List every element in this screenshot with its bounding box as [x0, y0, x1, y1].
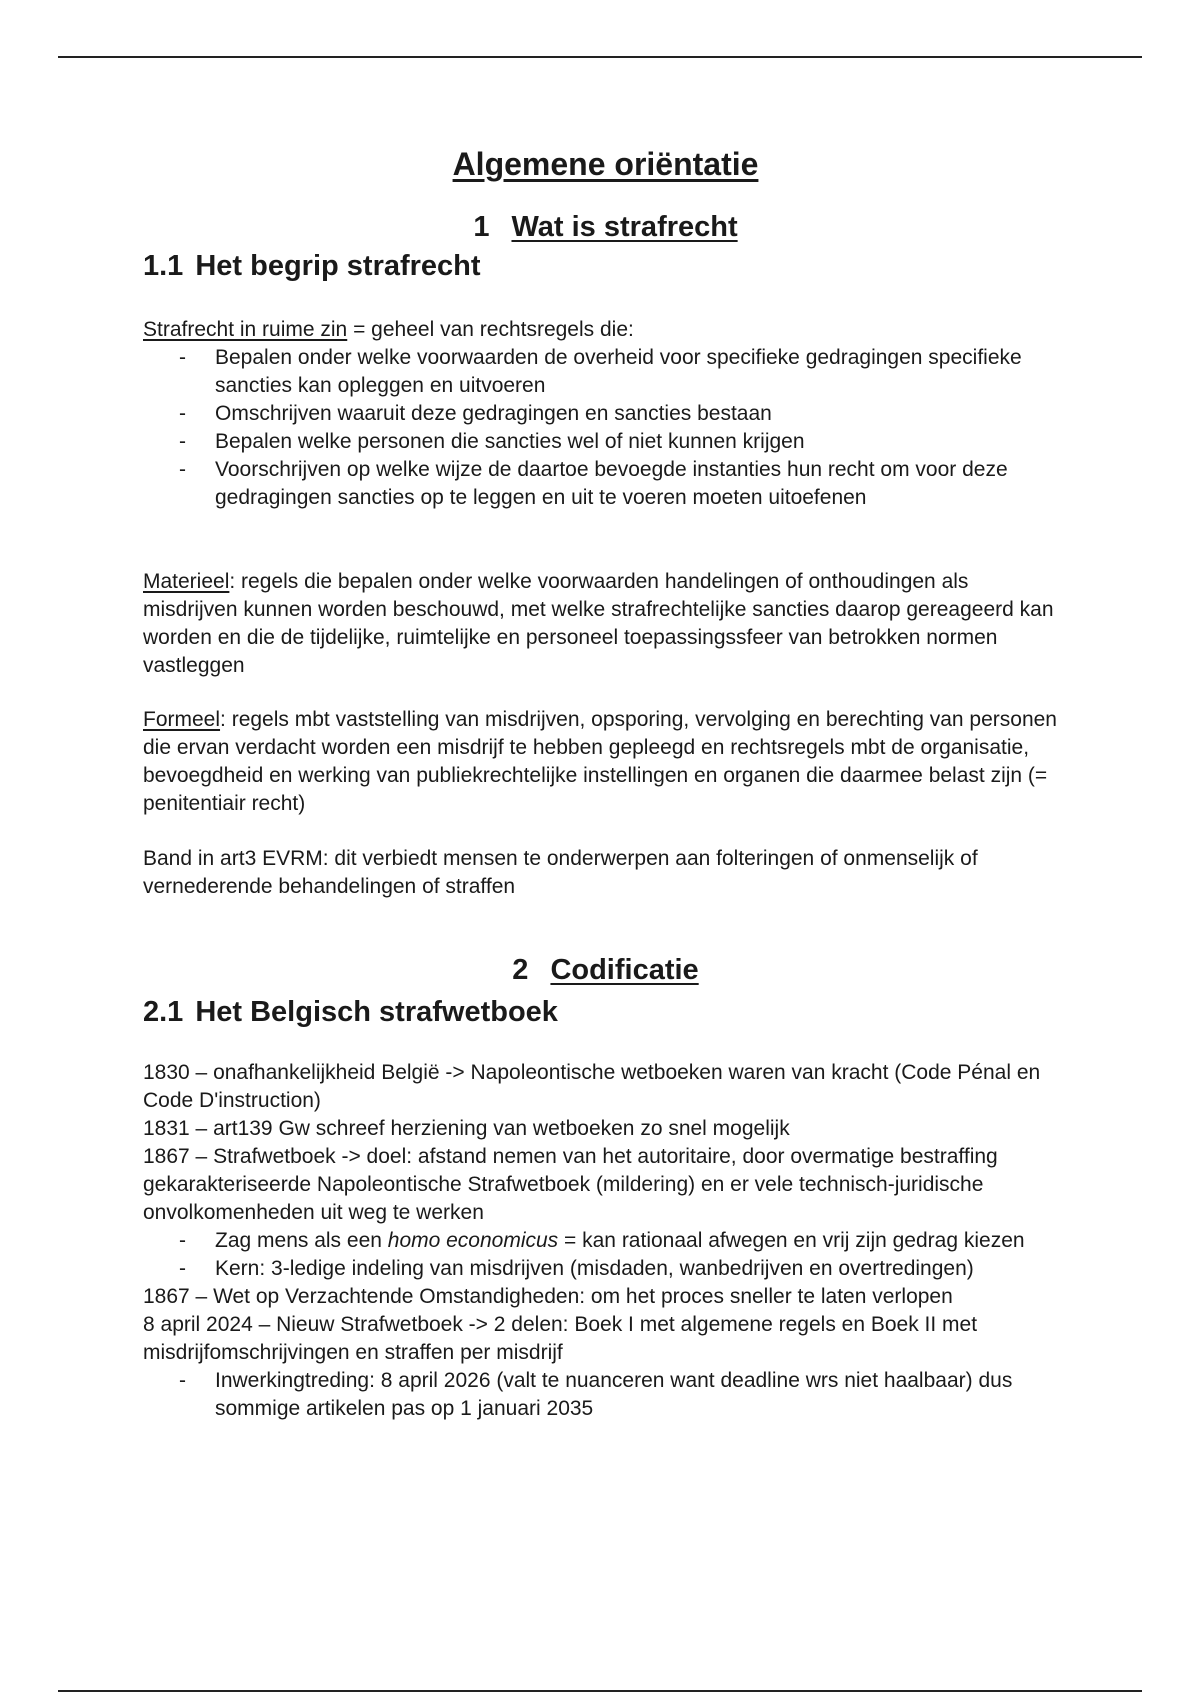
ruime-zin-definition: Strafrecht in ruime zin = geheel van rechtsregels die: — [143, 318, 634, 341]
paragraph-2024: 8 april 2024 – Nieuw Strafwetboek -> 2 delen: Boek I met algemene regels en Boek II met misdrijfomschrijvingen en straffen per misdrijf — [143, 1313, 978, 1364]
list-item: - Bepalen welke personen die sancties wel of niet kunnen krijgen — [179, 430, 805, 453]
list-item: - Zag mens als een homo economicus = kan rationaal afwegen en vrij zijn gedrag kiezen — [179, 1229, 1025, 1252]
strafwetboek-list — [143, 1227, 1068, 1283]
formeel-paragraph: Formeel: regels mbt vaststelling van misdrijven, opsporing, vervolging en berechting van personen die ervan verdacht worden een misdrijf te hebben gepleegd en rechtsregels mbt de organisatie, bevoegdheid en werking van publiekrechtelijke instellingen en organen die daarmee belast zijn (= penitentiair recht) — [143, 708, 1057, 815]
ruime-zin-block — [143, 316, 1068, 512]
ruime-zin-list — [143, 344, 1068, 512]
section-1-heading: 1 Wat is strafrecht — [473, 211, 738, 243]
inwerkingtreding-list — [143, 1367, 1068, 1423]
materieel-paragraph: Materieel: regels die bepalen onder welke voorwaarden handelingen of onthoudingen als misdrijven kunnen worden beschouwd, met welke strafrechtelijke sancties daarop gereageerd kan worden en die de tijdelijke, ruimtelijke en personeel toepassingssfeer van betrokken normen vastleggen — [143, 570, 1054, 677]
paragraph-1830: 1830 – onafhankelijkheid België -> Napoleontische wetboeken waren van kracht (Code Pénal en Code D'instruction) — [143, 1061, 1041, 1112]
list-item: - Omschrijven waaruit deze gedragingen en sancties bestaan — [179, 402, 772, 425]
section-2-heading: 2 Codificatie — [512, 954, 699, 986]
paragraph-1867-strafwetboek: 1867 – Strafwetboek -> doel: afstand nemen van het autoritaire, door overmatige bestraffing gekarakteriseerde Napoleontische Strafwetboek (mildering) en er vele technisch-juridische onvolkomenheden uit weg te werken — [143, 1145, 998, 1224]
paragraph-1831: 1831 – art139 Gw schreef herziening van wetboeken zo snel mogelijk — [143, 1117, 790, 1140]
subsection-2-1-heading: 2.1 Het Belgisch strafwetboek — [143, 996, 558, 1028]
top-rule — [58, 56, 1142, 58]
subsection-1-1-heading: 1.1 Het begrip strafrecht — [143, 250, 481, 282]
list-item: - Voorschrijven op welke wijze de daartoe bevoegde instanties hun recht om voor deze gedragingen sancties op te leggen en uit te voeren moeten uitoefenen — [179, 458, 1008, 509]
paragraph-1867-wet: 1867 – Wet op Verzachtende Omstandigheden: om het proces sneller te laten verlopen — [143, 1285, 953, 1308]
list-item: - Bepalen onder welke voorwaarden de overheid voor specifieke gedragingen specifieke sancties kan opleggen en uitvoeren — [179, 346, 1022, 397]
band-paragraph: Band in art3 EVRM: dit verbiedt mensen te onderwerpen aan folteringen of onmenselijk of vernederende behandelingen of straffen — [143, 847, 978, 898]
list-item: - Inwerkingtreding: 8 april 2026 (valt te nuanceren want deadline wrs niet haalbaar) dus sommige artikelen pas op 1 januari 2035 — [179, 1369, 1013, 1420]
bottom-rule — [58, 1690, 1142, 1692]
list-item: - Kern: 3-ledige indeling van misdrijven (misdaden, wanbedrijven en overtredingen) — [179, 1257, 974, 1280]
codificatie-block — [143, 1059, 1068, 1423]
document-title: Algemene oriëntatie — [452, 146, 759, 182]
